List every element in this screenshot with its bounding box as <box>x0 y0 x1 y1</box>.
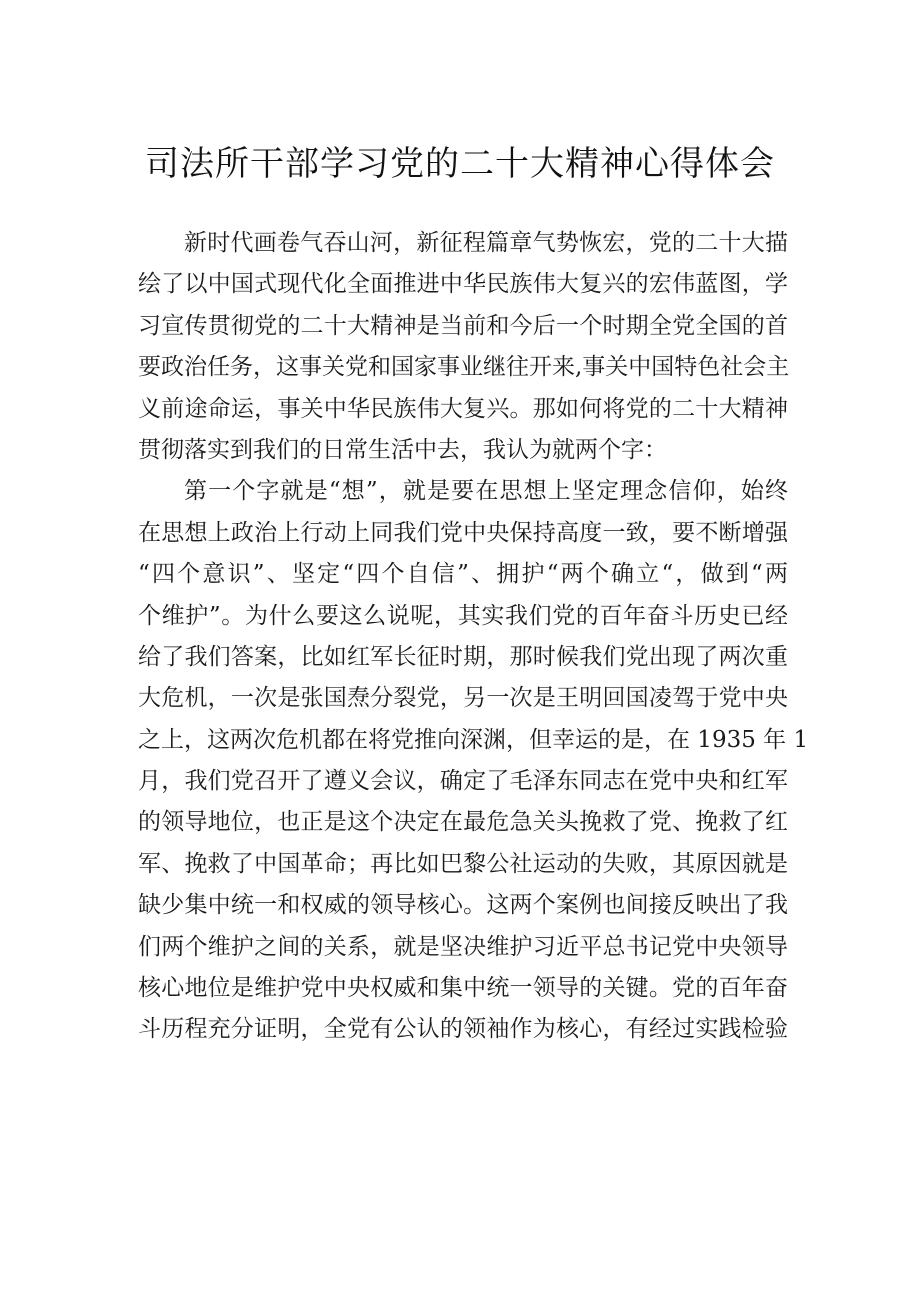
paragraph-line: 斗历程充分证明，全党有公认的领袖作为核心，有经过实践检验 <box>138 1016 788 1043</box>
paragraph-line: 贯彻落实到我们的日常生活中去，我认为就两个字： <box>138 436 667 463</box>
paragraph-line: 第一个字就是“想”，就是要在思想上坚定理念信仰，始终 <box>184 478 788 505</box>
paragraph-line: 新时代画卷气吞山河，新征程篇章气势恢宏，党的二十大描 <box>184 230 788 256</box>
paragraph-line: 之上，这两次危机都在将党推向深渊，但幸运的是，在 1935 年 1 <box>138 726 809 753</box>
paragraph-line: 绘了以中国式现代化全面推进中华民族伟大复兴的宏伟蓝图，学 <box>138 271 788 298</box>
paragraph-line: 给了我们答案，比如红军长征时期，那时候我们党出现了两次重 <box>138 643 788 670</box>
paragraph-line: 义前途命运，事关中华民族伟大复兴。那如何将党的二十大精神 <box>138 395 788 422</box>
paragraph-line: 习宣传贯彻党的二十大精神是当前和今后一个时期全党全国的首 <box>138 312 788 339</box>
paragraph-line: 在思想上政治上行动上同我们党中央保持高度一致，要不断增强 <box>138 519 788 546</box>
paragraph-line: 军、挽救了中国革命；再比如巴黎公社运动的失败，其原因就是 <box>138 850 788 877</box>
paragraph-line: 个维护”。为什么要这么说呢，其实我们党的百年奋斗历史已经 <box>138 602 788 629</box>
paragraph-line: 大危机，一次是张国焘分裂党，另一次是王明回国凌驾于党中央 <box>138 685 788 712</box>
document-body <box>138 223 809 1051</box>
paragraph-line: 们两个维护之间的关系，就是坚决维护习近平总书记党中央领导 <box>138 933 788 960</box>
paragraph-line: “四个意识”、坚定“四个自信”、拥护“两个确立“，做到“两 <box>138 561 788 588</box>
page-title: 司法所干部学习党的二十大精神心得体会 <box>145 144 775 184</box>
paragraph-1 <box>138 223 788 471</box>
paragraph-2 <box>138 471 809 1050</box>
paragraph-line: 要政治任务，这事关党和国家事业继往开来,事关中国特色社会主 <box>138 354 790 381</box>
paragraph-line: 月，我们党召开了遵义会议，确定了毛泽东同志在党中央和红军 <box>138 768 788 795</box>
paragraph-line: 核心地位是维护党中央权威和集中统一领导的关键。党的百年奋 <box>138 975 788 1002</box>
paragraph-line: 缺少集中统一和权威的领导核心。这两个案例也间接反映出了我 <box>138 892 788 919</box>
paragraph-line: 的领导地位，也正是这个决定在最危急关头挽救了党、挽救了红 <box>138 809 788 836</box>
